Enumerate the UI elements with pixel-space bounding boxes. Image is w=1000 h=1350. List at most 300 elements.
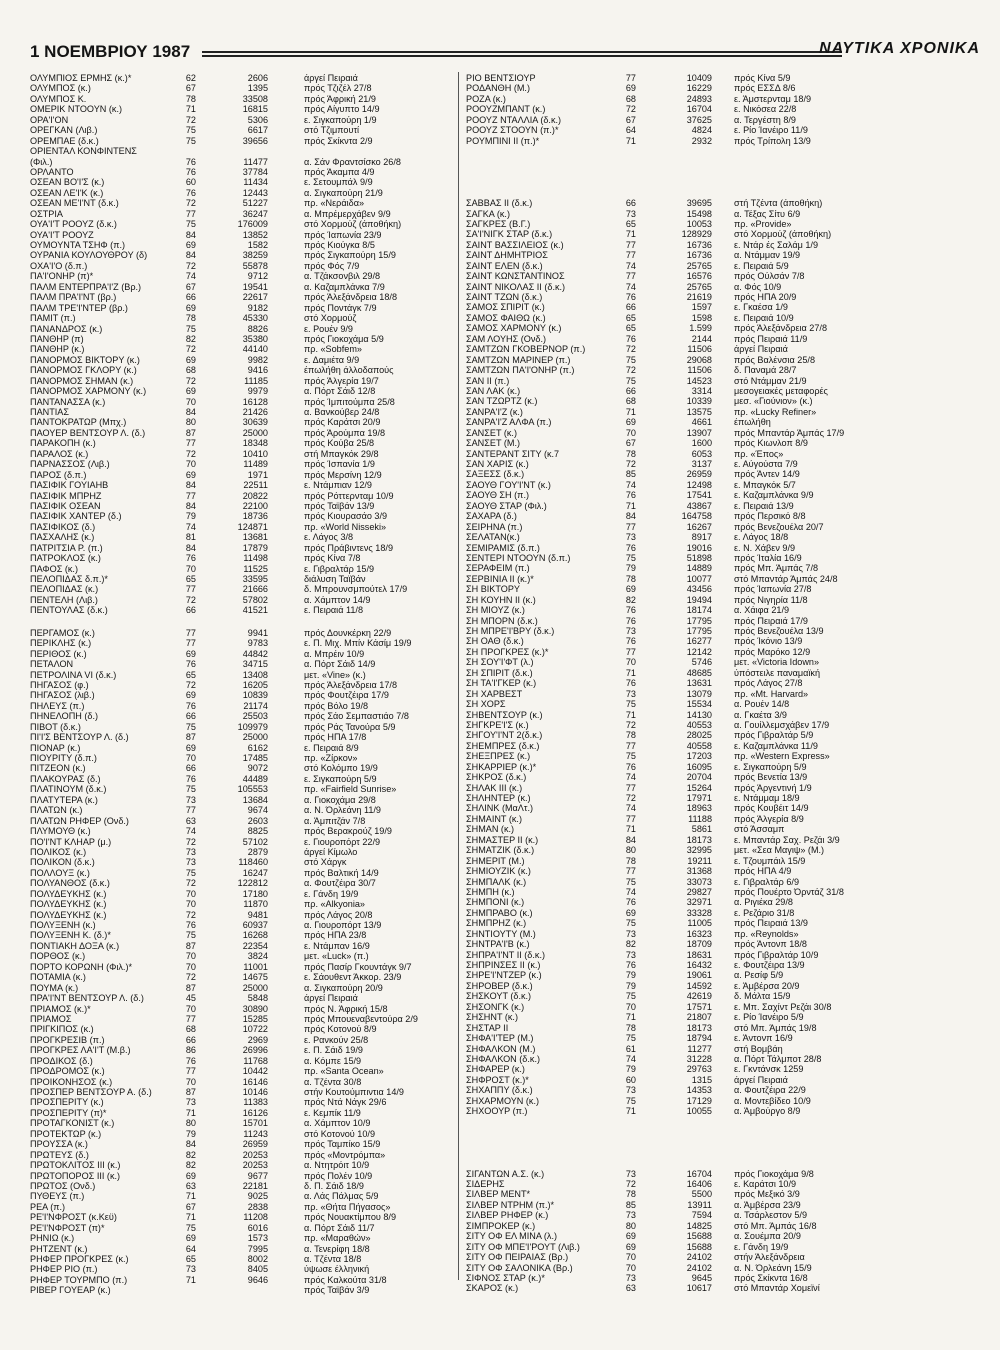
tonnage: 1395 bbox=[247, 83, 268, 94]
ship-name: ΡΟΔΑΝΘΗ (Μ.) bbox=[466, 83, 530, 94]
ship-name: ΠΟΡΤΟ ΚΟΡΩΝΗ (Φιλ.)* bbox=[30, 961, 133, 972]
ship-name: ΠΡΟΓΚΡΕΣΙΒ (π.) bbox=[30, 1034, 105, 1045]
build-year: 67 bbox=[185, 1201, 196, 1212]
ship-name: ΠΕΝΤΕΛΗ (Λιβ.) bbox=[30, 594, 98, 605]
ship-name: ΠΑΣΙΦΙΚ ΟΣΕΑΝ bbox=[30, 500, 101, 511]
ship-name: ΡΟΟΥΖ ΣΤΟΟΥΝ (π.)* bbox=[466, 125, 559, 136]
ship-name: ΣΑΟΥΘ ΓΟΥ'Ι'ΝΤ (κ.) bbox=[466, 479, 551, 490]
destination: στό Μπαντάρ Άμπάς 24/8 bbox=[734, 573, 838, 584]
ship-name: ΠΗΛΕΥΣ (π.) bbox=[30, 700, 85, 711]
ship-name: ΠΑΝΟΡΜΟΣ ΒΙΚΤΟΡΥ (κ.) bbox=[30, 354, 140, 365]
build-year: 70 bbox=[185, 753, 196, 763]
destination: ε. Τζουμπάιλ 15/9 bbox=[734, 855, 806, 866]
tonnage: 28025 bbox=[686, 730, 712, 741]
build-year: 82 bbox=[185, 1160, 196, 1171]
ship-row bbox=[30, 438, 458, 448]
tonnage: 9416 bbox=[247, 365, 268, 376]
tonnage: 19061 bbox=[686, 970, 712, 981]
tonnage: 10339 bbox=[686, 396, 712, 407]
ship-row bbox=[466, 751, 976, 761]
build-year: 77 bbox=[185, 627, 196, 638]
ship-name: ΡΗΦΕΡ ΤΟΥΡΜΠΟ (π.) bbox=[30, 1274, 128, 1285]
ship-row bbox=[466, 918, 976, 928]
ship-name: ΣΗΜΠΡΑΒΟ (κ.) bbox=[466, 907, 533, 918]
destination: πρός Νιγηρία 11/8 bbox=[734, 594, 808, 605]
tonnage: 2932 bbox=[691, 135, 712, 146]
build-year: 75 bbox=[185, 135, 196, 146]
build-year: 77 bbox=[185, 584, 196, 595]
tonnage: 5861 bbox=[691, 824, 712, 835]
destination: ε. Λάγος 18/8 bbox=[734, 532, 789, 543]
build-year: 77 bbox=[625, 646, 636, 657]
ship-row bbox=[30, 198, 458, 208]
destination: πρός Βενετία 13/9 bbox=[734, 772, 808, 783]
build-year: 76 bbox=[185, 659, 196, 670]
tonnage: 20253 bbox=[242, 1160, 268, 1171]
destination: πρός Ντά Νάγκ 29/6 bbox=[304, 1097, 387, 1108]
build-year: 76 bbox=[185, 156, 196, 167]
build-year: 62 bbox=[185, 73, 196, 83]
ship-row bbox=[30, 847, 458, 857]
ship-name: ΣΗΜΠΡΗΖ (κ.) bbox=[466, 918, 527, 929]
tonnage: 11768 bbox=[243, 1055, 268, 1066]
ship-name: ΠΡΩΤΟΚΛΙΤΟΣ III (κ.) bbox=[30, 1160, 121, 1171]
build-year: 65 bbox=[185, 574, 196, 584]
build-year: 75 bbox=[625, 699, 636, 710]
build-year: 71 bbox=[625, 709, 636, 720]
tonnage: 16205 bbox=[242, 679, 268, 690]
tonnage: 39695 bbox=[686, 198, 712, 209]
tonnage: 15688 bbox=[686, 1231, 712, 1242]
build-year: 74 bbox=[625, 772, 636, 783]
ship-name: ΣΗ ΤΑ'Ι'ΓΚΕΡ (κ.) bbox=[466, 678, 537, 689]
build-year: 74 bbox=[625, 479, 636, 490]
ship-row bbox=[30, 1223, 458, 1233]
ship-row bbox=[466, 897, 976, 907]
ship-row bbox=[466, 1096, 976, 1106]
destination: πρός ΗΠΑ 23/8 bbox=[304, 930, 367, 941]
tonnage: 5746 bbox=[691, 657, 712, 668]
tonnage: 16704 bbox=[686, 1168, 712, 1179]
tonnage: 16128 bbox=[242, 396, 268, 407]
ship-name: ΣΗΜΠΑΛΚ (κ.) bbox=[466, 876, 527, 887]
ship-row bbox=[466, 365, 976, 375]
ship-row bbox=[466, 929, 976, 939]
build-year: 72 bbox=[185, 679, 196, 690]
ship-name: ΟΛΥΜΠΙΟΣ ΕΡΜΗΣ (κ.)* bbox=[30, 73, 132, 83]
ship-name: ΟΜΕΡΙΚ ΝΤΟΟΥΝ (κ.) bbox=[30, 104, 122, 115]
build-year: 77 bbox=[185, 438, 196, 449]
destination: ε. Νικόσεα 22/8 bbox=[734, 104, 797, 115]
build-year: 72 bbox=[625, 793, 636, 803]
ship-row bbox=[466, 678, 976, 688]
build-year: 67 bbox=[185, 281, 196, 292]
build-year: 66 bbox=[185, 292, 196, 303]
ship-row bbox=[466, 469, 976, 479]
tonnage: 10442 bbox=[242, 1066, 268, 1077]
destination: α. Τσάρλεστον 5/9 bbox=[734, 1210, 808, 1221]
ship-name: ΣΗΛΑΚ III (κ.) bbox=[466, 782, 523, 793]
tonnage: 11243 bbox=[243, 1128, 268, 1139]
destination: α. Χάμπτον 14/9 bbox=[304, 594, 371, 605]
tonnage: 12498 bbox=[686, 479, 712, 490]
destination: α. Φός 10/9 bbox=[734, 281, 782, 292]
ship-name: ΣΑΙΝΤ ΚΩΝΣΤΑΝΤΙΝΟΣ bbox=[466, 271, 565, 282]
ship-name: ΣΗ ΚΟΥΗΝ II (κ.) bbox=[466, 594, 536, 605]
tonnage: 16126 bbox=[242, 1107, 268, 1118]
ship-name: ΣΗΕΞΠΡΕΣ (κ.) bbox=[466, 751, 531, 762]
build-year: 71 bbox=[625, 500, 636, 511]
ship-name: ΠΑΝΟΡΜΟΣ ΧΑΡΜΟΝΥ (κ.) bbox=[30, 386, 147, 397]
ship-name: ΟΡΕΜΠΑΕ (δ.κ.) bbox=[30, 135, 99, 146]
destination: ε. Σιγκαπούρη 5/9 bbox=[304, 773, 377, 784]
tonnage: 21666 bbox=[242, 584, 268, 595]
ship-row bbox=[466, 543, 976, 553]
build-year: 77 bbox=[185, 208, 196, 219]
destination: πρός Βερακρούζ 19/9 bbox=[304, 826, 392, 837]
destination: ε. Άμβέρσα 20/9 bbox=[734, 980, 800, 991]
build-year: 60 bbox=[625, 1074, 636, 1085]
tonnage: 9481 bbox=[247, 909, 268, 920]
ship-row bbox=[30, 1181, 458, 1191]
tonnage: 55878 bbox=[242, 260, 268, 271]
tonnage: 2838 bbox=[247, 1201, 268, 1212]
ship-row bbox=[466, 887, 976, 897]
ship-row bbox=[466, 334, 976, 344]
ship-row bbox=[466, 376, 976, 386]
ship-row bbox=[466, 835, 976, 845]
ship-row bbox=[466, 282, 976, 292]
issue-date: 1 ΝΟΕΜΒΡΙΟΥ 1987 bbox=[30, 42, 191, 61]
ship-row bbox=[466, 908, 976, 918]
tonnage: 9025 bbox=[247, 1191, 268, 1202]
ship-name: ΣΑΙΝΤ ΤΖΩΝ (δ.κ.) bbox=[466, 292, 543, 302]
ship-name: ΣΑΜΤΖΩΝ ΜΑΡΙΝΕΡ (π.) bbox=[466, 354, 571, 365]
ship-row bbox=[466, 584, 976, 594]
ship-name: ΠΟΛΙΚΟΝ (δ.κ.) bbox=[30, 857, 95, 868]
build-year: 70 bbox=[185, 459, 196, 470]
build-year: 87 bbox=[185, 1087, 196, 1097]
destination: α. Σιγκαπούρη 21/9 bbox=[304, 187, 383, 198]
tonnage: 43867 bbox=[686, 500, 712, 511]
destination: πρός Ποντάγκ 7/9 bbox=[304, 302, 377, 313]
ship-name: ΣΚΑΡΟΣ (κ.) bbox=[466, 1283, 519, 1294]
ship-name: ΠΡΑ'Ι'ΝΤ ΒΕΝΤΣΟΥΡ Λ. (δ.) bbox=[30, 993, 144, 1004]
build-year: 74 bbox=[185, 826, 196, 837]
ship-name: ΣΑΝ ΧΑΡΙΣ (κ.) bbox=[466, 459, 529, 469]
destination: ε. Γάνδη 19/9 bbox=[304, 888, 359, 899]
destination: στό Κοτονού 10/9 bbox=[304, 1128, 375, 1139]
ship-name: ΣΗΡΟΒΕΡ (δ.κ.) bbox=[466, 980, 533, 991]
tonnage: 9182 bbox=[247, 302, 268, 313]
tonnage: 1598 bbox=[691, 312, 712, 323]
ship-name: ΠΡΟΤΑΓΚΟΝΙΣΤ (κ.) bbox=[30, 1118, 115, 1129]
tonnage: 5848 bbox=[247, 993, 268, 1004]
destination: α. Φουτζέιρα 30/7 bbox=[304, 878, 376, 889]
ship-row bbox=[466, 710, 976, 720]
destination: πρός Βαλένσια 25/8 bbox=[734, 354, 816, 365]
tonnage: 13907 bbox=[686, 427, 712, 438]
destination: πρός Άλεξάνδρεια 17/8 bbox=[304, 679, 398, 690]
ship-name: ΠΑΝΑΝΔΡΟΣ (κ.) bbox=[30, 323, 103, 334]
destination: πρ. «Western Express» bbox=[734, 751, 830, 762]
ship-name: ΡΟΖΑ (κ.) bbox=[466, 93, 506, 104]
ship-name: ΣΗΦΡΟΣΤ (κ.)* bbox=[466, 1074, 529, 1085]
ship-row bbox=[30, 240, 458, 250]
ship-row bbox=[30, 670, 458, 680]
tonnage: 17485 bbox=[242, 753, 268, 763]
ship-name: ΣΗΜΙΟΥΖΙΚ (κ.) bbox=[466, 866, 531, 877]
ship-row bbox=[30, 1139, 458, 1149]
destination: έπωλήθη bbox=[734, 417, 771, 428]
build-year: 71 bbox=[625, 824, 636, 835]
build-year: 77 bbox=[625, 239, 636, 250]
destination: πρ. «World Nisseki» bbox=[304, 521, 387, 532]
build-year: 74 bbox=[625, 803, 636, 814]
ship-row bbox=[466, 772, 976, 782]
destination: άργεί Πειραιά bbox=[734, 344, 788, 355]
tonnage: 22617 bbox=[242, 292, 268, 303]
ship-row bbox=[466, 198, 976, 208]
destination: στό Ντάμμαν 21/9 bbox=[734, 375, 807, 386]
build-year: 82 bbox=[625, 594, 636, 605]
destination: πρός Μπαντάρ Άμπάς 17/9 bbox=[734, 427, 845, 438]
build-year: 75 bbox=[625, 751, 636, 762]
destination: στό Μπ. Άμπάς 19/8 bbox=[734, 1022, 817, 1033]
ship-row bbox=[466, 856, 976, 866]
ship-list-block bbox=[30, 628, 458, 1296]
build-year: 75 bbox=[625, 1033, 636, 1044]
tonnage: 39656 bbox=[242, 135, 268, 146]
destination: α. Τέξας Σίτυ 6/9 bbox=[734, 208, 801, 219]
build-year: 72 bbox=[625, 459, 636, 469]
ship-row bbox=[30, 920, 458, 930]
ship-name: ΠΥΘΕΥΣ (π.) bbox=[30, 1191, 85, 1202]
ship-name: ΠΟΛΥΔΕΥΚΗΣ (κ.) bbox=[30, 909, 107, 920]
ship-name: (Φιλ.) bbox=[30, 156, 53, 167]
ship-name: ΠΛΑΤΙΝΟΥΜ (δ.κ.) bbox=[30, 784, 107, 795]
destination: δ. Μάλτα 15/9 bbox=[734, 991, 791, 1002]
build-year: 73 bbox=[185, 846, 196, 857]
destination: α. Τεργέστη 8/9 bbox=[734, 114, 796, 125]
ship-row bbox=[466, 1200, 976, 1210]
ship-row bbox=[30, 1233, 458, 1243]
ship-row bbox=[30, 376, 458, 386]
tonnage: 35380 bbox=[242, 333, 268, 344]
tonnage: 14130 bbox=[686, 709, 712, 720]
build-year: 69 bbox=[625, 1241, 636, 1252]
ship-name: ΡΕΑ (π.) bbox=[30, 1201, 66, 1212]
ship-row bbox=[30, 784, 458, 794]
destination: μεσ. «Γιούνιον» (κ.) bbox=[734, 396, 813, 407]
ship-name: ΟΡΙΕΝΤΑΛ ΚΟΝΦΙΝΤΕΝΣ bbox=[30, 146, 137, 157]
build-year: 76 bbox=[625, 761, 636, 772]
build-year: 73 bbox=[185, 794, 196, 805]
build-year: 76 bbox=[625, 960, 636, 970]
tonnage: 25000 bbox=[242, 982, 268, 993]
ship-row bbox=[466, 250, 976, 260]
build-year: 69 bbox=[185, 1170, 196, 1181]
destination: μεσογειακές μεταφορές bbox=[734, 385, 828, 396]
ship-row bbox=[466, 428, 976, 438]
build-year: 64 bbox=[625, 125, 636, 136]
build-year: 73 bbox=[625, 532, 636, 543]
ship-row bbox=[30, 941, 458, 951]
ship-row bbox=[466, 824, 976, 834]
tonnage: 18631 bbox=[686, 949, 712, 960]
destination: ε. Ρανκούν 25/8 bbox=[304, 1034, 369, 1045]
destination: ε. Άντονπ 16/9 bbox=[734, 1033, 793, 1044]
ship-row bbox=[466, 793, 976, 803]
tonnage: 16268 bbox=[242, 930, 268, 941]
tonnage: 6053 bbox=[691, 448, 712, 459]
ship-name: ΠΑΦΟΣ (κ.) bbox=[30, 563, 78, 574]
build-year: 87 bbox=[185, 940, 196, 951]
tonnage: 14675 bbox=[242, 972, 268, 983]
destination: πρός Μερσίνη 12/9 bbox=[304, 469, 382, 480]
destination: ε. Δαμιέτα 9/9 bbox=[304, 354, 360, 365]
ship-row bbox=[466, 762, 976, 772]
build-year: 63 bbox=[185, 1180, 196, 1191]
ship-name: ΠΑΝΟΡΜΟΣ ΓΚΛΟΡΥ (κ.) bbox=[30, 365, 137, 376]
tonnage: 16432 bbox=[686, 960, 712, 970]
ship-name: ΠΟΛΥΞΕΝΗ (κ.) bbox=[30, 920, 96, 930]
ship-name: ΠΟΤΑΜΙΑ (κ.) bbox=[30, 972, 86, 983]
tonnage: 19211 bbox=[687, 855, 712, 866]
tonnage: 16146 bbox=[242, 1076, 268, 1087]
tonnage: 45330 bbox=[242, 313, 268, 324]
build-year: 65 bbox=[185, 1254, 196, 1264]
build-year: 65 bbox=[625, 323, 636, 334]
build-year: 70 bbox=[185, 1076, 196, 1087]
ship-name: ΣΗΦΑΛΚΟΝ (δ.κ.) bbox=[466, 1053, 540, 1064]
tonnage: 16736 bbox=[686, 250, 712, 261]
destination: πρός Μπουεναβεντούρα 2/9 bbox=[304, 1013, 418, 1024]
destination: α. Βανκούβερ 24/8 bbox=[304, 407, 380, 417]
ship-row bbox=[466, 449, 976, 459]
tonnage: 20704 bbox=[686, 772, 712, 783]
build-year: 80 bbox=[625, 1220, 636, 1231]
destination: πρός Γιοκοχάμα 9/8 bbox=[734, 1168, 814, 1179]
build-year: 72 bbox=[185, 594, 196, 605]
build-year: 72 bbox=[185, 114, 196, 125]
build-year: 73 bbox=[625, 688, 636, 699]
destination: πρ. «Alkyonia» bbox=[304, 899, 365, 910]
destination: στό Τζιμπουτί bbox=[304, 125, 360, 136]
destination: α. Μπρέιν 10/9 bbox=[304, 648, 365, 659]
build-year: 71 bbox=[185, 104, 196, 115]
destination: μετ. «Luck» (π.) bbox=[304, 951, 369, 962]
tonnage: 1.599 bbox=[689, 323, 712, 334]
ship-name: ΟΥΜΟΥΝΤΑ ΤΣΗΦ (π.) bbox=[30, 240, 126, 250]
build-year: 77 bbox=[625, 521, 636, 532]
destination: α. Τζέντα 30/8 bbox=[304, 1076, 362, 1087]
destination: πρός ΕΣΣΔ 8/6 bbox=[734, 83, 796, 94]
ship-name: ΣΗΦΑΛΚΟΝ (Μ.) bbox=[466, 1043, 536, 1054]
build-year: 73 bbox=[625, 1168, 636, 1179]
tonnage: 25503 bbox=[242, 711, 268, 722]
tonnage: 1582 bbox=[247, 240, 268, 250]
destination: α. Ριγιέκα 29/8 bbox=[734, 897, 793, 908]
destination: στή Μπαγκόκ 29/8 bbox=[304, 448, 379, 459]
destination: ε. Μπαγκόκ 5/7 bbox=[734, 479, 796, 490]
tonnage: 30890 bbox=[242, 1003, 268, 1014]
tonnage: 12142 bbox=[686, 646, 712, 657]
destination: πρός Άλγερία 19/7 bbox=[304, 375, 379, 386]
ship-row bbox=[466, 1085, 976, 1095]
build-year: 72 bbox=[625, 1179, 636, 1189]
build-year: 71 bbox=[625, 135, 636, 146]
ship-name: ΣΙΤΥ ΟΦ ΕΛ ΜΙΝΑ (λ.) bbox=[466, 1231, 558, 1242]
tonnage: 9646 bbox=[247, 1274, 268, 1285]
ship-row bbox=[30, 261, 458, 271]
tonnage: 29763 bbox=[686, 1064, 712, 1075]
destination: στό Χορμούζ (άποθήκη) bbox=[734, 229, 832, 240]
ship-row bbox=[30, 167, 458, 177]
tonnage: 15285 bbox=[242, 1013, 268, 1024]
ship-row bbox=[466, 1075, 976, 1085]
tonnage: 17129 bbox=[686, 1095, 712, 1106]
ship-name: ΣΗ ΜΠΡΕ'Ι'ΒΡΥ (δ.κ.) bbox=[466, 626, 555, 636]
tonnage: 11208 bbox=[243, 1212, 268, 1223]
tonnage: 20822 bbox=[242, 490, 268, 501]
build-year: 85 bbox=[625, 469, 636, 480]
ship-row bbox=[466, 344, 976, 354]
build-year: 72 bbox=[625, 365, 636, 376]
tonnage: 1971 bbox=[247, 469, 268, 480]
build-year: 75 bbox=[625, 1095, 636, 1106]
build-year: 63 bbox=[625, 1283, 636, 1294]
tonnage: 29827 bbox=[686, 886, 712, 897]
build-year: 67 bbox=[625, 438, 636, 449]
ship-row bbox=[30, 638, 458, 648]
ship-name: ΠΑΤΡΟΚΛΟΣ (κ.) bbox=[30, 553, 101, 564]
ship-name: ΠΑΝΘΗΡ (κ.) bbox=[30, 344, 85, 355]
destination: ε. Ν. Χάβεν 9/9 bbox=[734, 542, 796, 553]
destination: πρός Κούβα 25/8 bbox=[304, 438, 375, 449]
build-year: 73 bbox=[625, 928, 636, 939]
build-year: 70 bbox=[185, 951, 196, 962]
build-year: 75 bbox=[185, 721, 196, 732]
build-year: 75 bbox=[625, 991, 636, 1002]
tonnage: 19016 bbox=[686, 542, 712, 553]
tonnage: 6617 bbox=[247, 125, 268, 136]
ship-name: ΠΑΛΜ ΠΡΑ'Ι'ΝΤ (βρ.) bbox=[30, 292, 117, 303]
build-year: 69 bbox=[185, 469, 196, 480]
ship-row bbox=[466, 501, 976, 511]
build-year: 87 bbox=[185, 732, 196, 743]
tonnage: 14889 bbox=[686, 563, 712, 574]
ship-name: ΠΡΟΣΠΕΡΙΤΥ (κ.) bbox=[30, 1097, 104, 1108]
ship-name: ΣΑΝΡΑ'Ι'Ζ (κ.) bbox=[466, 406, 523, 417]
ship-name: ΣΗΝΤΡΑ'Ι'Β (κ.) bbox=[466, 939, 530, 950]
tonnage: 11001 bbox=[243, 961, 268, 972]
tonnage: 15688 bbox=[686, 1241, 712, 1252]
build-year: 66 bbox=[625, 302, 636, 313]
ship-row bbox=[466, 1263, 976, 1273]
tonnage: 60937 bbox=[242, 920, 268, 930]
tonnage: 44489 bbox=[242, 773, 268, 784]
tonnage: 1600 bbox=[691, 438, 712, 449]
destination: στή Τζέντα (άποθήκη) bbox=[734, 198, 823, 209]
ship-row bbox=[466, 1221, 976, 1231]
ship-name: ΡΗΝΙΩ (κ.) bbox=[30, 1233, 75, 1244]
tonnage: 1597 bbox=[691, 302, 712, 313]
destination: πρ. «Έπος» bbox=[734, 448, 784, 459]
ship-row bbox=[466, 261, 976, 271]
build-year: 76 bbox=[625, 897, 636, 908]
tonnage: 109979 bbox=[237, 721, 268, 732]
